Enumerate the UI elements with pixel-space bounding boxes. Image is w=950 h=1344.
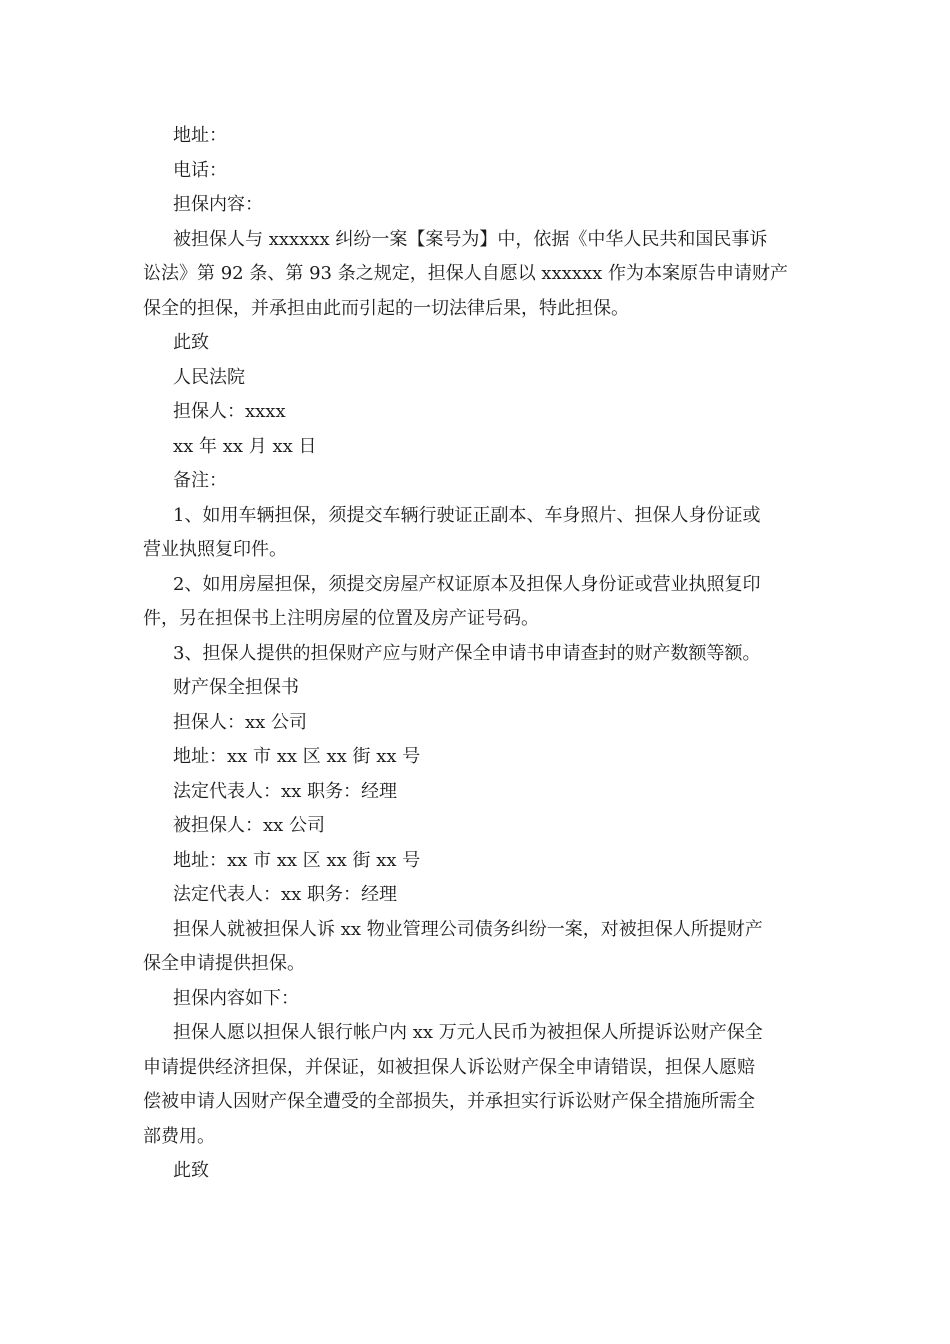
- text-line: 财产保全担保书: [173, 677, 299, 698]
- text-line: 担保人：xxxx: [173, 401, 286, 422]
- text-line: 营业执照复印件。: [143, 539, 287, 560]
- text-line: 被担保人与 xxxxxx 纠纷一案【案号为】中，依据《中华人民共和国民事诉: [173, 228, 768, 250]
- text-line: 担保人：xx 公司: [173, 711, 308, 733]
- text-line: 2、如用房屋担保，须提交房屋产权证原本及担保人身份证或营业执照复印: [173, 573, 761, 595]
- text-line: 偿被申请人因财产保全遭受的全部损失，并承担实行诉讼财产保全措施所需全: [143, 1091, 755, 1112]
- text-line: 担保内容：: [173, 194, 263, 215]
- text-line: 件，另在担保书上注明房屋的位置及房产证号码。: [143, 608, 539, 629]
- text-line: 申请提供经济担保，并保证，如被担保人诉讼财产保全申请错误，担保人愿赔: [143, 1056, 755, 1078]
- text-line: 电话：: [173, 159, 227, 181]
- document-page: [143, 119, 807, 1189]
- text-line: 法定代表人：xx 职务：经理: [173, 884, 398, 905]
- text-line: 担保内容如下：: [173, 987, 299, 1009]
- text-line: 人民法院: [173, 366, 245, 388]
- text-line: 担保人就被担保人诉 xx 物业管理公司债务纠纷一案，对被担保人所提财产: [173, 918, 763, 940]
- text-line: 保全申请提供担保。: [143, 953, 305, 974]
- text-line: 地址：: [173, 125, 227, 146]
- text-line: 担保人愿以担保人银行帐户内 xx 万元人民币为被担保人所提诉讼财产保全: [173, 1022, 763, 1043]
- text-line: 被担保人：xx 公司: [173, 815, 326, 836]
- text-line: 部费用。: [143, 1125, 215, 1147]
- text-line: 地址：xx 市 xx 区 xx 街 xx 号: [173, 746, 421, 767]
- text-line: xx 年 xx 月 xx 日: [173, 435, 317, 457]
- text-line: 1、如用车辆担保，须提交车辆行驶证正副本、车身照片、担保人身份证或: [173, 504, 761, 526]
- text-line: 3、担保人提供的担保财产应与财产保全申请书申请查封的财产数额等额。: [173, 642, 761, 664]
- text-line: 法定代表人：xx 职务：经理: [173, 780, 398, 802]
- text-line: 地址：xx 市 xx 区 xx 街 xx 号: [173, 849, 421, 871]
- text-line: 此致: [173, 1160, 209, 1181]
- text-line: 备注：: [173, 470, 227, 491]
- text-line: 保全的担保，并承担由此而引起的一切法律后果，特此担保。: [143, 297, 629, 319]
- text-line: 此致: [173, 332, 209, 353]
- text-line: 讼法》第 92 条、第 93 条之规定，担保人自愿以 xxxxxx 作为本案原告申请财产: [143, 263, 789, 284]
